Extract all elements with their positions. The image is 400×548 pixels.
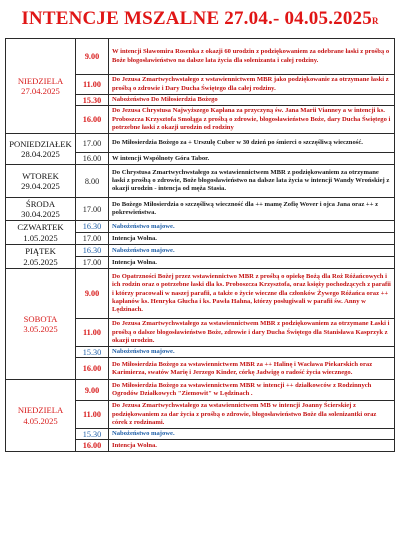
mass-intention: Nabożeństwo Do Miłosierdzia Bożego [109,95,395,106]
day-cell [6,198,76,221]
day-name: ŚRODA [25,198,56,209]
day-name: PONIEDZIAŁEK [9,138,72,149]
title-suffix: R [371,16,379,26]
day-date: 4.05.2025 [23,415,58,426]
schedule-table [5,38,395,452]
schedule-row [6,245,395,257]
schedule-row [6,269,395,319]
mass-time: 11.00 [76,401,109,429]
page-title-text: INTENCJE MSZALNE 27.04.- 04.05.2025 [21,8,372,29]
mass-intention: Nabożeństwo majowe. [109,429,395,440]
mass-intention: Nabożeństwo majowe. [109,221,395,233]
day-cell [6,39,76,134]
day-date: 27.04.2025 [21,86,60,97]
mass-time: 16.30 [76,245,109,257]
schedule-row [6,380,395,401]
mass-time: 17.00 [76,257,109,269]
mass-time: 16.00 [76,358,109,380]
mass-time: 15.30 [76,347,109,358]
mass-intention: Nabożeństwo majowe. [109,347,395,358]
mass-intention: Do Opatrzności Bożej przez wstawiennictwo MBR z prośbą o opiekę Bożą dla Roż Różańcowych i ich rodzin oraz o potrzebne łaski dla ks. Proboszcza Krzysztofa, oraz księży pochodzących z parafii i którzy pracowali w naszej parafii, a także o życie wieczne dla członków Żywego Różańca oraz ++ kapłanów ks. Henryka Głucha i ks. Pawła Hahna, którzy posługiwali w parafii św. Anny w Lędzinach. [109,269,395,319]
day-cell [6,245,76,269]
mass-intention: Do Jezusa Chrystusa Najwyższego Kapłana za przyczyną św. Jana Marii Vianney a w intencji ks. Proboszcza Krzysztofa Smołąga z prośbą o zdrowie, błogosławieństwo Boże, dary Ducha Świętego i potrzebne łaski z okazji urodzin od rodziny [109,106,395,134]
day-name: WTOREK [22,170,59,181]
mass-time: 16.00 [76,106,109,134]
mass-time: 17.00 [76,134,109,153]
day-date: 30.04.2025 [21,209,60,220]
schedule-row [6,134,395,153]
mass-time: 15.30 [76,429,109,440]
mass-time: 11.00 [76,319,109,347]
mass-time: 16.00 [76,153,109,165]
mass-intention: Do Miłosierdzia Bożego za wstawiennictwem MBR za ++ Halinę i Wacława Piekarskich oraz Karimierza, swatów Marię i Jerzego Kinder, córkę Jadwigę o radość życia wiecznego. [109,358,395,380]
mass-time: 8.00 [76,165,109,198]
mass-time: 9.00 [76,380,109,401]
day-cell [6,269,76,380]
day-date: 28.04.2025 [21,149,60,160]
schedule-row [6,198,395,221]
day-name: NIEDZIELA [17,75,64,86]
mass-time: 15.30 [76,95,109,106]
day-cell [6,380,76,452]
page-title [0,8,400,30]
day-cell [6,165,76,198]
mass-intention: Intencja Wolna. [109,233,395,245]
mass-time: 9.00 [76,269,109,319]
day-name: CZWARTEK [17,222,64,233]
mass-intention: Intencja Wolna. [109,257,395,269]
day-date: 1.05.2025 [23,232,58,243]
day-date: 3.05.2025 [23,324,58,335]
mass-intention: Do Miłosierdzia Bożego za wstawiennictwem MBR w intencji ++ działkowców z Rodzinnych Ogrodów Działkowych "Ziemowit" w Lędzinach . [109,380,395,401]
mass-intention: Intencja Wolna. [109,440,395,452]
mass-intention: Nabożeństwo majowe. [109,245,395,257]
schedule-row [6,39,395,75]
mass-time: 17.00 [76,198,109,221]
mass-intention: W intencji Sławomira Rosenka z okazji 60 urodzin z podziękowaniem za odebrane łaski z prośbą o Boże błogosławieństwo na dalsze lata życia dla solenizanta i całej rodziny. [109,39,395,75]
mass-intention: Do Jezusa Zmartwychwstałego za wstawiennictwem MBR z podziękowaniem za otrzymane Łaski i prośbą o dalsze błogosławieństwo Boże, zdrowie i dary Ducha Świętego dla Stanisława Kasprzyk z okazji urodzin. [109,319,395,347]
day-name: NIEDZIELA [17,405,64,416]
schedule-row [6,221,395,233]
mass-time: 16.30 [76,221,109,233]
mass-time: 16.00 [76,440,109,452]
mass-time: 11.00 [76,75,109,95]
mass-intention: Do Jezusa Zmartwychwstałego z wstawiennictwem MBR jako podziękowanie za otrzymane łaski z prośbą o zdrowie i Dary Ducha Świętego dla całej rodziny. [109,75,395,95]
mass-intention: W intencji Wspólnoty Góra Tabor. [109,153,395,165]
day-name: SOBOTA [23,313,58,324]
day-cell [6,134,76,165]
day-date: 29.04.2025 [21,181,60,192]
day-cell [6,221,76,245]
mass-intention: Do Jezusa Zmartwychwstałego za wstawiennictwem MB w intencji Joanny Ścierskiej z podziękowaniem za dar życia z prośbą o zdrowie, błogosławieństwo Boże dla solenizantki oraz córek z rodzinami. [109,401,395,429]
mass-intention: Do Chrystusa Zmartwychwstałego za wstawiennictwem MBR z podziękowaniem za otrzymane łaski z prośbą o zdrowie, Boże błogosławieństwo na dalsze lata życia w intencji Wandy Wrońskiej z okazji urodzin - intencja od męża Stasia. [109,165,395,198]
schedule-row [6,165,395,198]
mass-time: 17.00 [76,233,109,245]
mass-time: 9.00 [76,39,109,75]
day-name: PIĄTEK [25,246,56,257]
day-date: 2.05.2025 [23,256,58,267]
mass-intention: Do Miłosierdzia Bożego za + Urszulę Cuber w 30 dzień po śmierci o szczęśliwą wieczność. [109,134,395,153]
mass-intention: Do Bożego Miłosierdzia o szczęśliwą wieczność dla ++ mamę Zofię Wover i ojca Jana oraz ++ z pokrewieństwa. [109,198,395,221]
